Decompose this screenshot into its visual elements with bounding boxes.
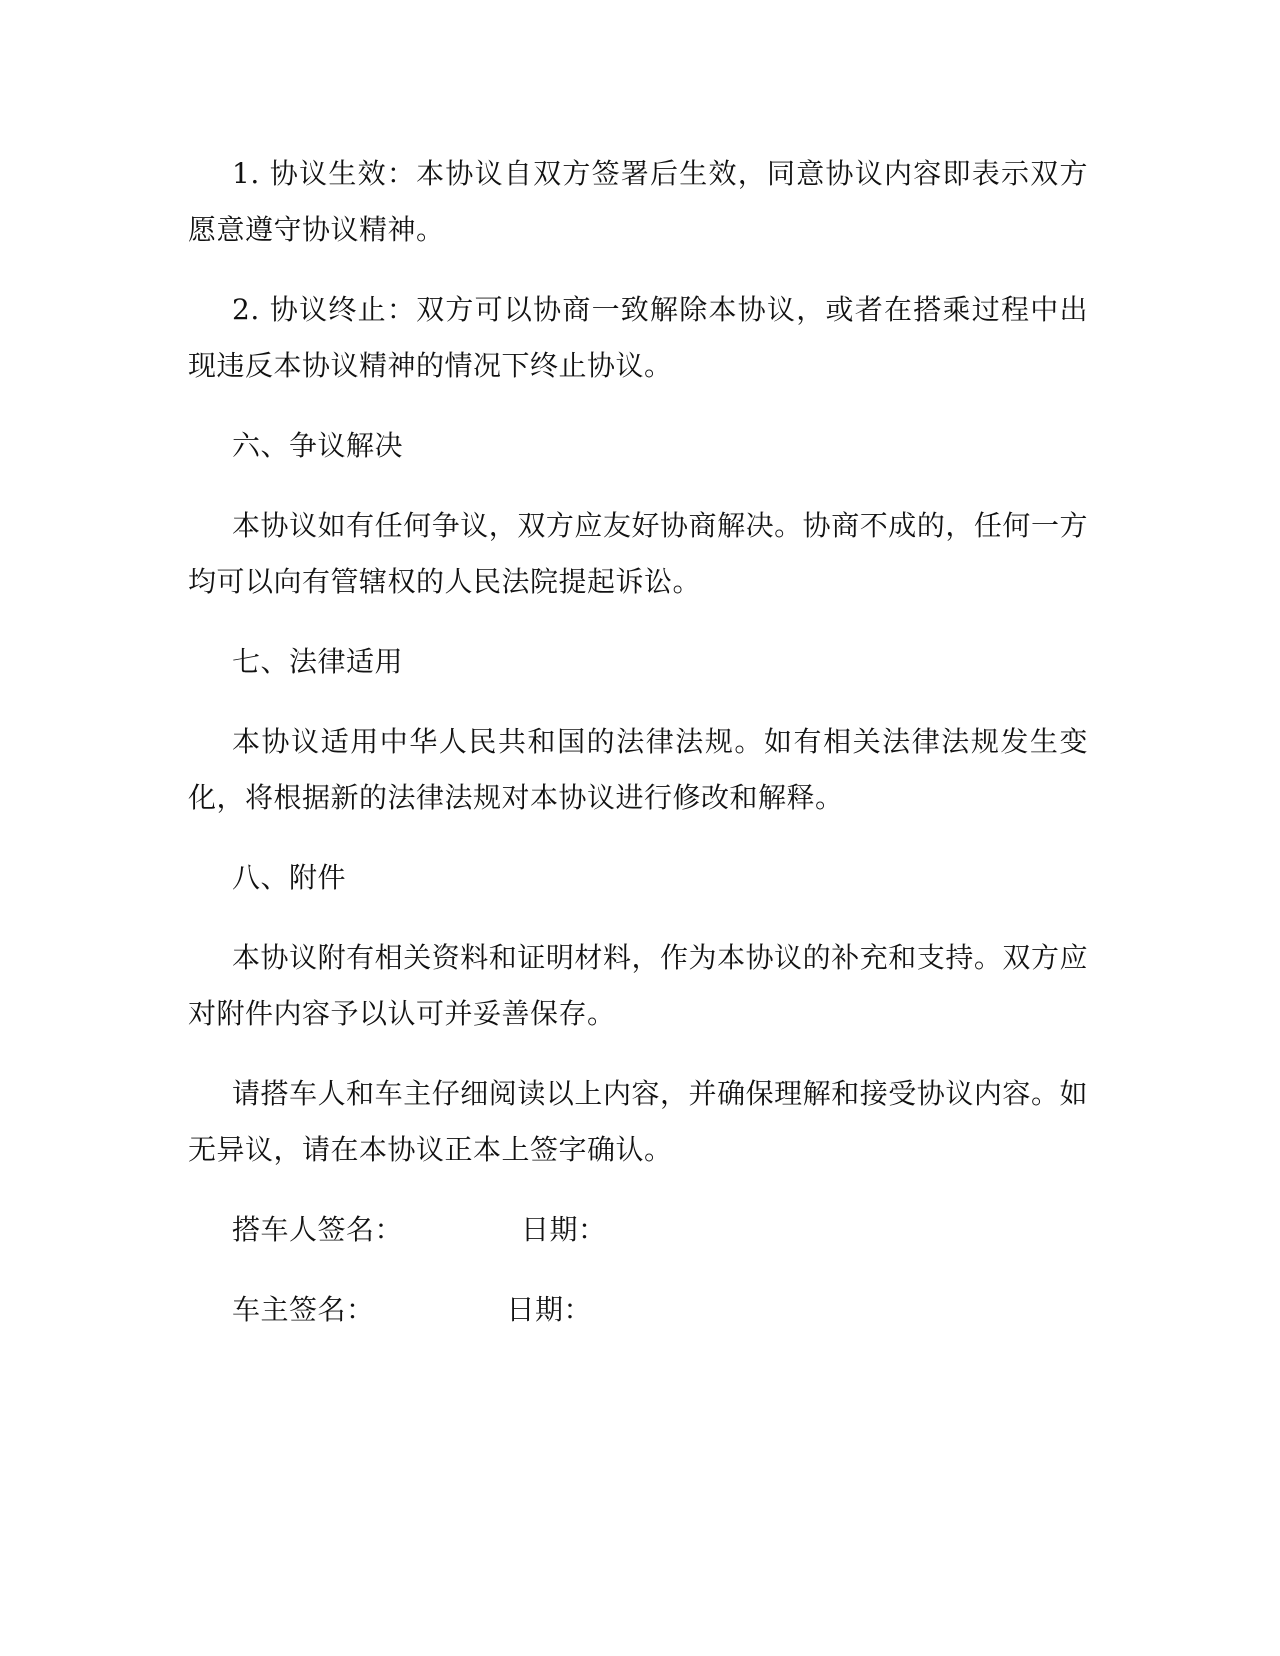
section-heading-law: 七、法律适用 [232,645,404,678]
section-heading-dispute: 六、争议解决 [232,429,404,462]
passenger-date-label: 日期： [521,1213,607,1246]
owner-signature-label: 车主签名： [232,1293,375,1326]
clause-termination: 2. 协议终止：双方可以协商一致解除本协议，或者在搭乘过程中出现违反本协议精神的情况下终止协议。 [188,293,1088,382]
passenger-signature-label: 搭车人签名： [232,1213,404,1246]
section-heading-attachments: 八、附件 [232,861,347,894]
passenger-signature-line [188,1202,1088,1258]
confirmation-text: 请搭车人和车主仔细阅读以上内容，并确保理解和接受协议内容。如无异议，请在本协议正本上签字确认。 [188,1077,1088,1166]
dispute-resolution-text: 本协议如有任何争议，双方应友好协商解决。协商不成的，任何一方均可以向有管辖权的人民法院提起诉讼。 [188,509,1088,598]
clause-effectiveness: 1. 协议生效：本协议自双方签署后生效，同意协议内容即表示双方愿意遵守协议精神。 [188,157,1088,246]
attachments-text: 本协议附有相关资料和证明材料，作为本协议的补充和支持。双方应对附件内容予以认可并妥善保存。 [188,941,1088,1030]
owner-signature-line [188,1282,1088,1338]
owner-date-label: 日期： [506,1293,593,1326]
document-body [188,146,1088,1338]
applicable-law-text: 本协议适用中华人民共和国的法律法规。如有相关法律法规发生变化，将根据新的法律法规对本协议进行修改和解释。 [188,725,1088,814]
